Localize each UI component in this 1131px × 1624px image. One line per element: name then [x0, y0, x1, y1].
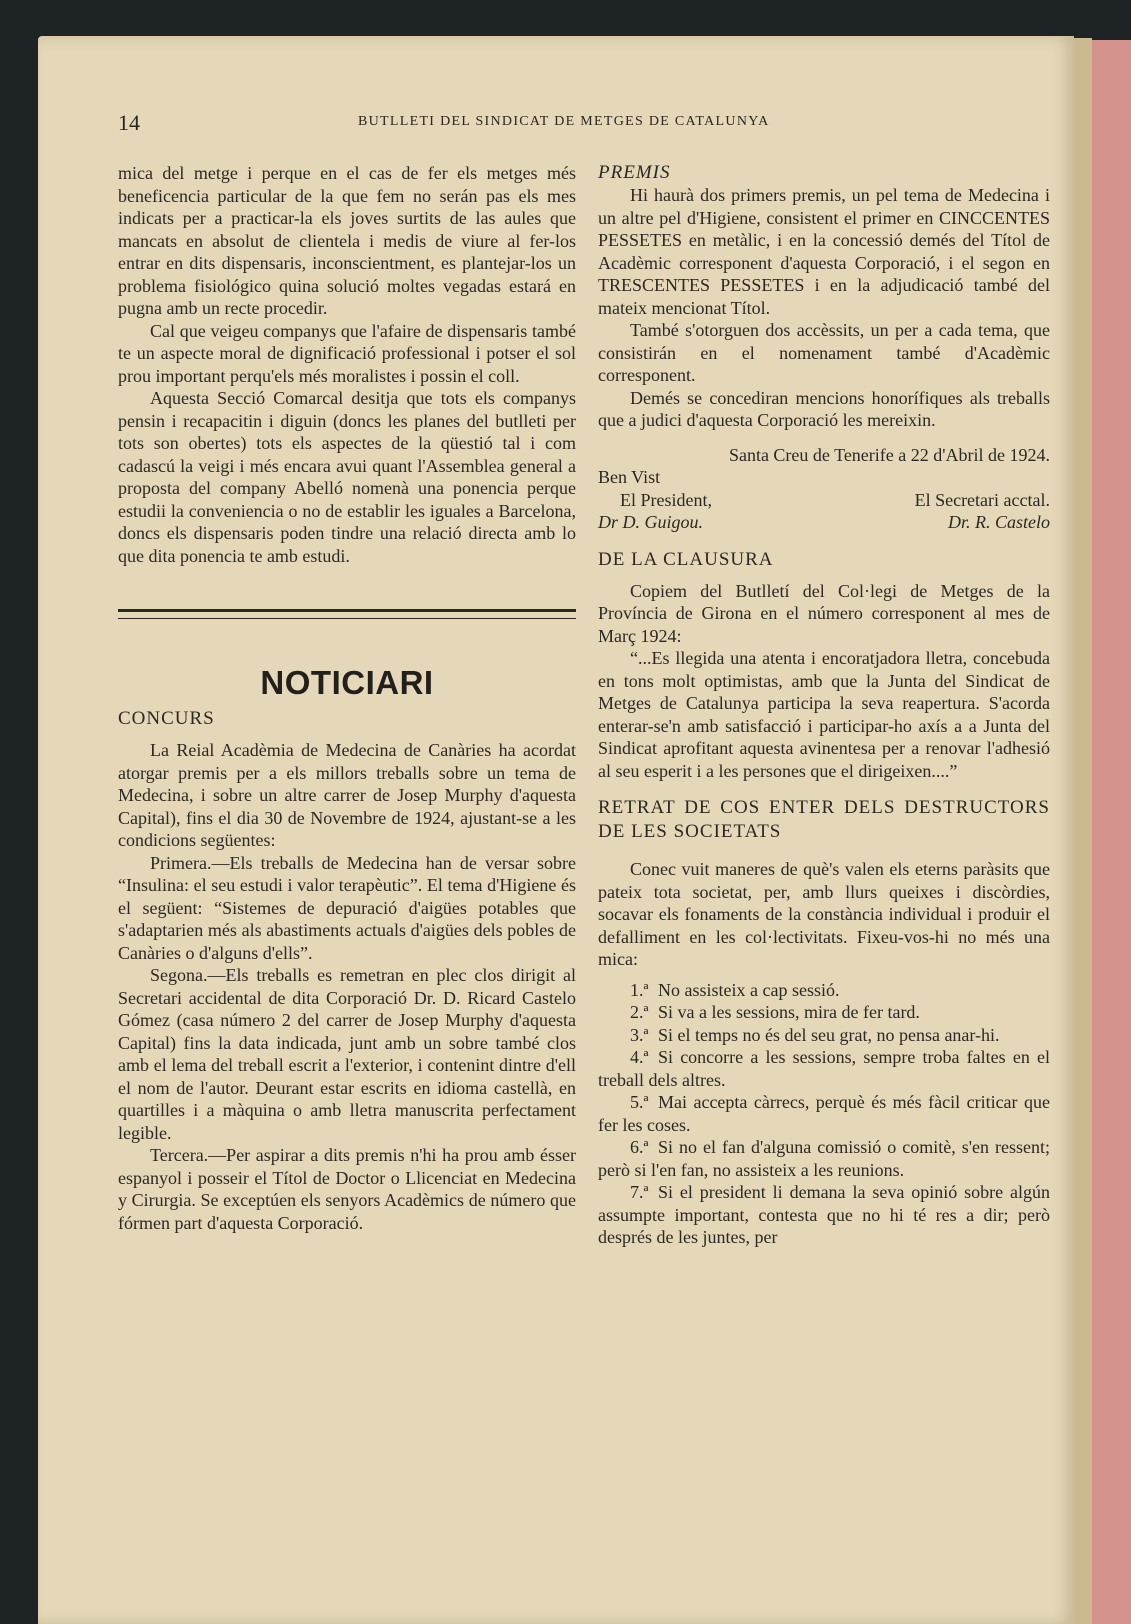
- paragraph: Tercera.—Per aspirar a dits premis n'hi ha prou amb ésser espanyol i posseir el Títol de Doctor o Llicenciat en Medecina y Cirurgia. Se exceptúen els senyors Acadèmics de número que fórmen part d'aquesta Corporació.: [118, 1145, 576, 1233]
- paragraph: mica del metge i perque en el cas de fer els metges més beneficencia particular de la que fem no serán pas els mes indicats per a practicar-la els joves surtits de las aules que mancats en absolut de clientela i medis de viure al fer-los entrar en dits dispensaris, inconscientment, es plantejar-los un problema fisiológico quina solució moltes vegadas estará en pugna amb un recte procedir.: [118, 163, 576, 318]
- list-number: 4.ª: [630, 1047, 649, 1067]
- list-text: Si concorre a les sessions, sempre troba faltes en el treball dels altres.: [598, 1047, 1050, 1090]
- paragraph: Demés se concediran mencions honorífiques als treballs que a judici d'aquesta Corporació les mereixin.: [598, 387, 1050, 430]
- page-stack-edge: [1072, 38, 1092, 1624]
- paragraph: Copiem del Butlletí del Col·legi de Metges de la Província de Girona en el número corresponent al mes de Març 1924:: [598, 580, 1050, 646]
- page-header: [118, 104, 1038, 134]
- concurs-heading: CONCURS: [118, 708, 215, 729]
- list-text: Si va a les sessions, mira de fer tard.: [658, 1002, 920, 1022]
- paragraph: Hi haurà dos primers premis, un pel tema de Medecina i un altre pel d'Higiene, consistent el primer en CINCCENTES PESSETES en metàlic, i en la concessió demés del Títol de Acadèmic corresponent d'aquesta Corporació, i el segon en TRESCENTES PESSETES i en la adjudicació també del mateix mencionat Títol.: [598, 185, 1050, 318]
- list-item: [598, 1001, 1050, 1024]
- list-item: [598, 1046, 1050, 1091]
- list-item: [598, 1181, 1050, 1249]
- list-number: 2.ª: [630, 1002, 649, 1022]
- paragraph: “...Es llegida una atenta i encoratjadora lletra, concebuda en tons molt optimistas, amb que la Junta del Sindicat de Metges de Catalunya participa la seva reapertura. S'acorda enterar-se'n amb satisfacció i participar-ho axís a a Junta del Sindicat aprofitant aquesta avinentesa per a renovar l'adhesió al seu esperit i a les persones que el dirigeixen....”: [598, 648, 1050, 781]
- signature-labels: [598, 489, 1050, 512]
- left-column: [118, 162, 576, 1234]
- paragraph: Cal que veigeu companys que l'afaire de dispensaris també te un aspecte moral de dignificació professional i potser el sol prou important perqu'els més moralistes i possin el coll.: [118, 320, 576, 386]
- president-name: Dr D. Guigou.: [598, 512, 704, 532]
- ben-vist: Ben Vist: [598, 467, 661, 487]
- paragraph: Conec vuit maneres de què's valen els eterns paràsits que pateix tota societat, per, amb llurs queixes i discòrdies, socavar els fonaments de la constància individual i produir el defalliment en les col·lectivitats. Fixeu-vos-hi no més una mica:: [598, 859, 1050, 969]
- list-number: 7.ª: [630, 1182, 649, 1202]
- place-date: Santa Creu de Tenerife a 22 d'Abril de 1924.: [728, 444, 1050, 465]
- right-column: [598, 162, 1050, 1249]
- section-title: NOTICIARI: [260, 664, 434, 701]
- list-text: Si el president li demana la seva opinió sobre algún assumpte important, contesta que no hi té res a dir; però després de les juntes, per: [598, 1182, 1050, 1247]
- running-title: BUTLLETI DEL SINDICAT DE METGES DE CATALUNYA: [358, 114, 770, 129]
- destructors-list: [598, 979, 1050, 1249]
- list-text: Si no el fan d'alguna comissió o comitè, s'en ressent; però si l'en fan, no assisteix a les reunions.: [598, 1137, 1050, 1180]
- list-item: [598, 1136, 1050, 1181]
- page-number: 14: [118, 110, 140, 135]
- list-number: 1.ª: [630, 979, 649, 1000]
- secretari-name: Dr. R. Castelo: [947, 512, 1050, 532]
- section-divider: [118, 609, 576, 619]
- president-label: El President,: [620, 489, 712, 510]
- list-number: 3.ª: [630, 1024, 649, 1045]
- list-number: 5.ª: [630, 1092, 649, 1112]
- paragraph: Primera.—Els treballs de Medecina han de versar sobre “Insulina: el seu estudi i valor terapèutic”. El tema d'Higiene és el següent: “Sistemes de depuració d'aigües potables que s'adaptarien més als abastiments actuals d'aigües dels pobles de Canàries o d'alguns d'ells”.: [118, 852, 576, 963]
- list-item: [598, 1091, 1050, 1136]
- signature-names: [598, 511, 1050, 534]
- list-text: Mai accepta càrrecs, perquè és més fàcil criticar que fer les coses.: [598, 1092, 1050, 1135]
- list-text: No assisteix a cap sessió.: [658, 979, 840, 1000]
- premis-heading: PREMIS: [598, 162, 671, 183]
- paragraph: També s'otorguen dos accèssits, un per a cada tema, que consistirán en el nomenament també d'Acadèmic corresponent.: [598, 320, 1050, 385]
- list-item: [598, 979, 1050, 1002]
- paragraph: La Reial Acadèmia de Medecina de Canàries ha acordat atorgar premis per a els millors treballs sobre un tema de Medecina, i sobre un altre carrer de Josep Murphy d'aquesta Capital), fins el dia 30 de Novembre de 1924, ajustant-se a les condicions següentes:: [118, 740, 576, 850]
- list-number: 6.ª: [630, 1137, 649, 1157]
- paragraph: Aquesta Secció Comarcal desitja que tots els companys pensin i recapacitin i diguin (doncs les planes del butlleti per tots son obertes) tots els aspectes de la qüestió tal i com cadascú la veigi i més encara avui quant l'Assemblea general a proposta del company Abelló nomenà una ponencia perque estudii la conveniencia o no de establir les iguales a Barcelona, doncs els dispensaris poden tindre una relació directa amb lo que dita ponencia te amb estudi.: [118, 388, 576, 566]
- book-edge: [1088, 40, 1131, 1624]
- list-item: [598, 1024, 1050, 1047]
- clausura-heading: DE LA CLAUSURA: [598, 548, 774, 570]
- secretari-label: El Secretari acctal.: [914, 489, 1050, 510]
- list-text: Si el temps no és del seu grat, no pensa anar-hi.: [658, 1024, 1000, 1045]
- paragraph: Segona.—Els treballs es remetran en plec clos dirigit al Secretari accidental de dita Corporació Dr. D. Ricard Castelo Gómez (casa número 2 del carrer de Josep Murphy d'aquesta Capital) fins la data indicada, junt amb un sobre també clos amb el lema del treball escrit a l'exterior, i contenint dintre d'ell el nom de l'autor. Deurant estar escrits en idioma castellà, en quartilles i a màquina o amb lletra manuscrita perfectament legible.: [118, 965, 576, 1143]
- retrat-heading: RETRAT DE COS ENTER DELS DESTRUCTORS DE LES SOCIETATS: [598, 797, 1050, 842]
